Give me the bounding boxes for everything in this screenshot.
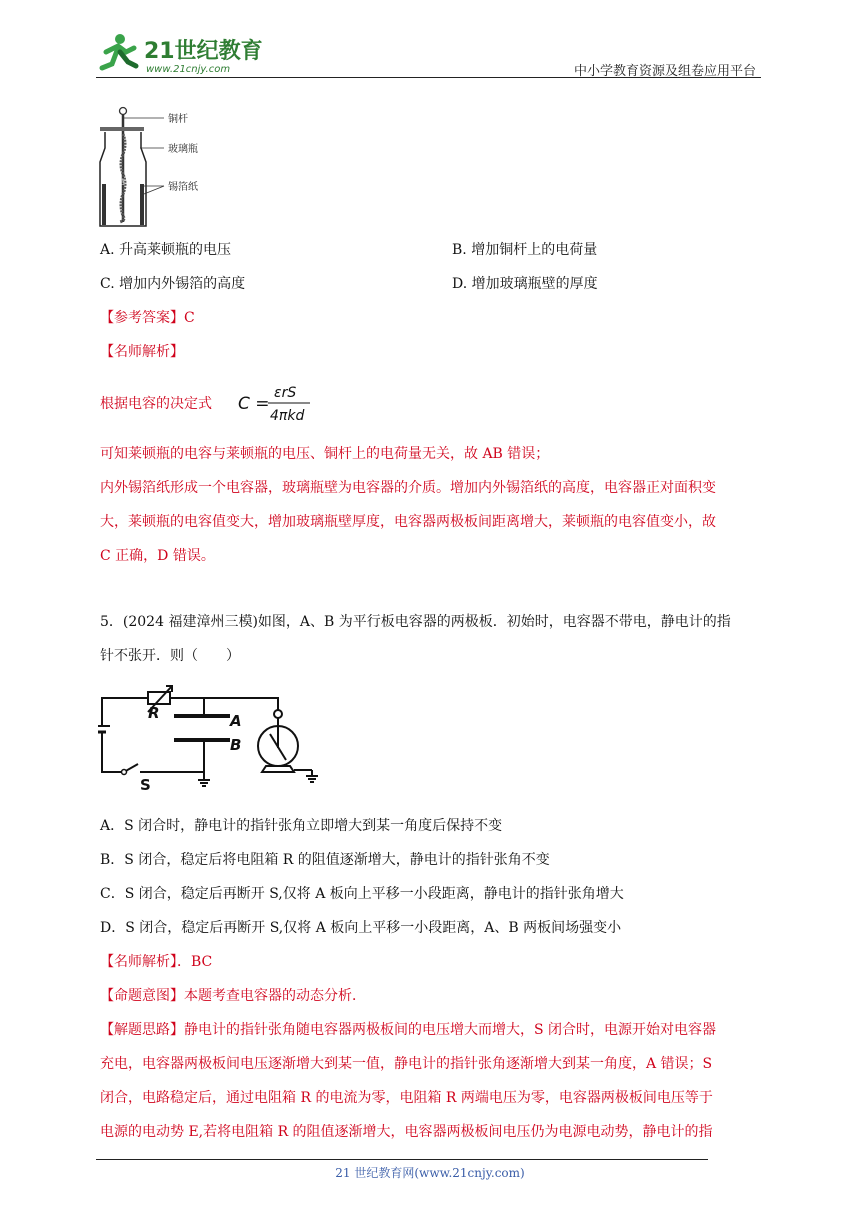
q4-analysis-title: 【名师解析】 <box>100 344 184 360</box>
formula-numerator: εrS <box>274 385 297 401</box>
q4-option-c: C. 增加内外锡箔的高度 <box>100 276 246 292</box>
header-right-text: 中小学教育资源及组卷应用平台 <box>573 64 756 79</box>
q4-line-4: C 正确，D 错误。 <box>100 548 215 564</box>
q5-option-d: D．S 闭合，稳定后再断开 S,仅将 A 板向上平移一小段距离，A、B 两板间场强变小 <box>100 920 622 936</box>
logo-url: www.21cnjy.com <box>146 64 231 75</box>
header-rule <box>96 77 761 78</box>
q5-thinking-1: 【解题思路】静电计的指针张角随电容器两极板间的电压增大而增大，S 闭合时，电源开始对电容器 <box>100 1022 717 1038</box>
q4-option-d: D. 增加玻璃瓶壁的厚度 <box>452 276 598 292</box>
q4-line-1: 可知莱顿瓶的电容与莱顿瓶的电压、铜杆上的电荷量无关，故 AB 错误； <box>100 446 550 462</box>
q4-answer: 【参考答案】C <box>100 310 195 326</box>
label-s: S <box>140 776 151 794</box>
q5-stem-line-1: 5．(2024 福建漳州三模)如图，A、B 为平行板电容器的两极板．初始时，电容器不带电，静电计的指 <box>100 614 731 630</box>
q4-formula-lead: 根据电容的决定式 <box>100 396 212 412</box>
q5-option-c: C．S 闭合，稳定后再断开 S,仅将 A 板向上平移一小段距离，静电计的指针张角增大 <box>100 886 624 902</box>
q5-thinking-4: 电源的电动势 E,若将电阻箱 R 的阻值逐渐增大，电容器两极板间电压仍为电源电动势，静电计的指 <box>100 1124 713 1140</box>
site-logo <box>96 30 266 76</box>
q4-option-b: B. 增加铜杆上的电荷量 <box>452 242 598 258</box>
capacitance-formula <box>238 380 318 430</box>
circuit-diagram <box>98 684 328 800</box>
q5-stem-line-2: 针不张开．则（ ） <box>100 648 240 664</box>
q4-option-a: A. 升高莱顿瓶的电压 <box>100 242 232 258</box>
q5-thinking-3: 闭合，电路稳定后，通过电阻箱 R 的电流为零，电阻箱 R 两端电压为零，电容器两极板间电压等于 <box>100 1090 713 1106</box>
q5-option-b: B．S 闭合，稳定后将电阻箱 R 的阻值逐渐增大，静电计的指针张角不变 <box>100 852 550 868</box>
label-r: R <box>148 704 160 722</box>
footer-rule <box>96 1159 708 1160</box>
q4-line-2: 内外锡箔纸形成一个电容器，玻璃瓶壁为电容器的介质。增加内外锡箔纸的高度，电容器正对面积变 <box>100 480 716 496</box>
label-b: B <box>230 736 242 754</box>
q5-intent: 【命题意图】本题考查电容器的动态分析． <box>100 988 366 1004</box>
formula-denominator: 4πkd <box>270 408 305 424</box>
label-a: A <box>230 712 242 730</box>
label-rod: 铜杆 <box>168 114 188 125</box>
q5-analysis: 【名师解析】．BC <box>100 954 213 970</box>
label-bottle: 玻璃瓶 <box>168 144 198 155</box>
q4-line-3: 大，莱顿瓶的电容值变大，增加玻璃瓶壁厚度，电容器两极板间距离增大，莱顿瓶的电容值变小，故 <box>100 514 716 530</box>
q5-option-a: A．S 闭合时，静电计的指针张角立即增大到某一角度后保持不变 <box>100 818 503 834</box>
logo-text: 21世纪教育 <box>144 39 263 64</box>
label-foil: 锡箔纸 <box>168 182 198 193</box>
footer-link[interactable]: 21 世纪教育网(www.21cnjy.com) <box>335 1166 525 1180</box>
leyden-jar-figure <box>96 104 236 234</box>
runner-icon <box>102 34 136 68</box>
q5-thinking-2: 充电，电容器两极板间电压逐渐增大到某一值，静电计的指针张角逐渐增大到某一角度，A 错误；S <box>100 1056 713 1072</box>
label-chain: 铜链 <box>111 178 125 186</box>
formula-lhs: C = <box>238 394 270 414</box>
